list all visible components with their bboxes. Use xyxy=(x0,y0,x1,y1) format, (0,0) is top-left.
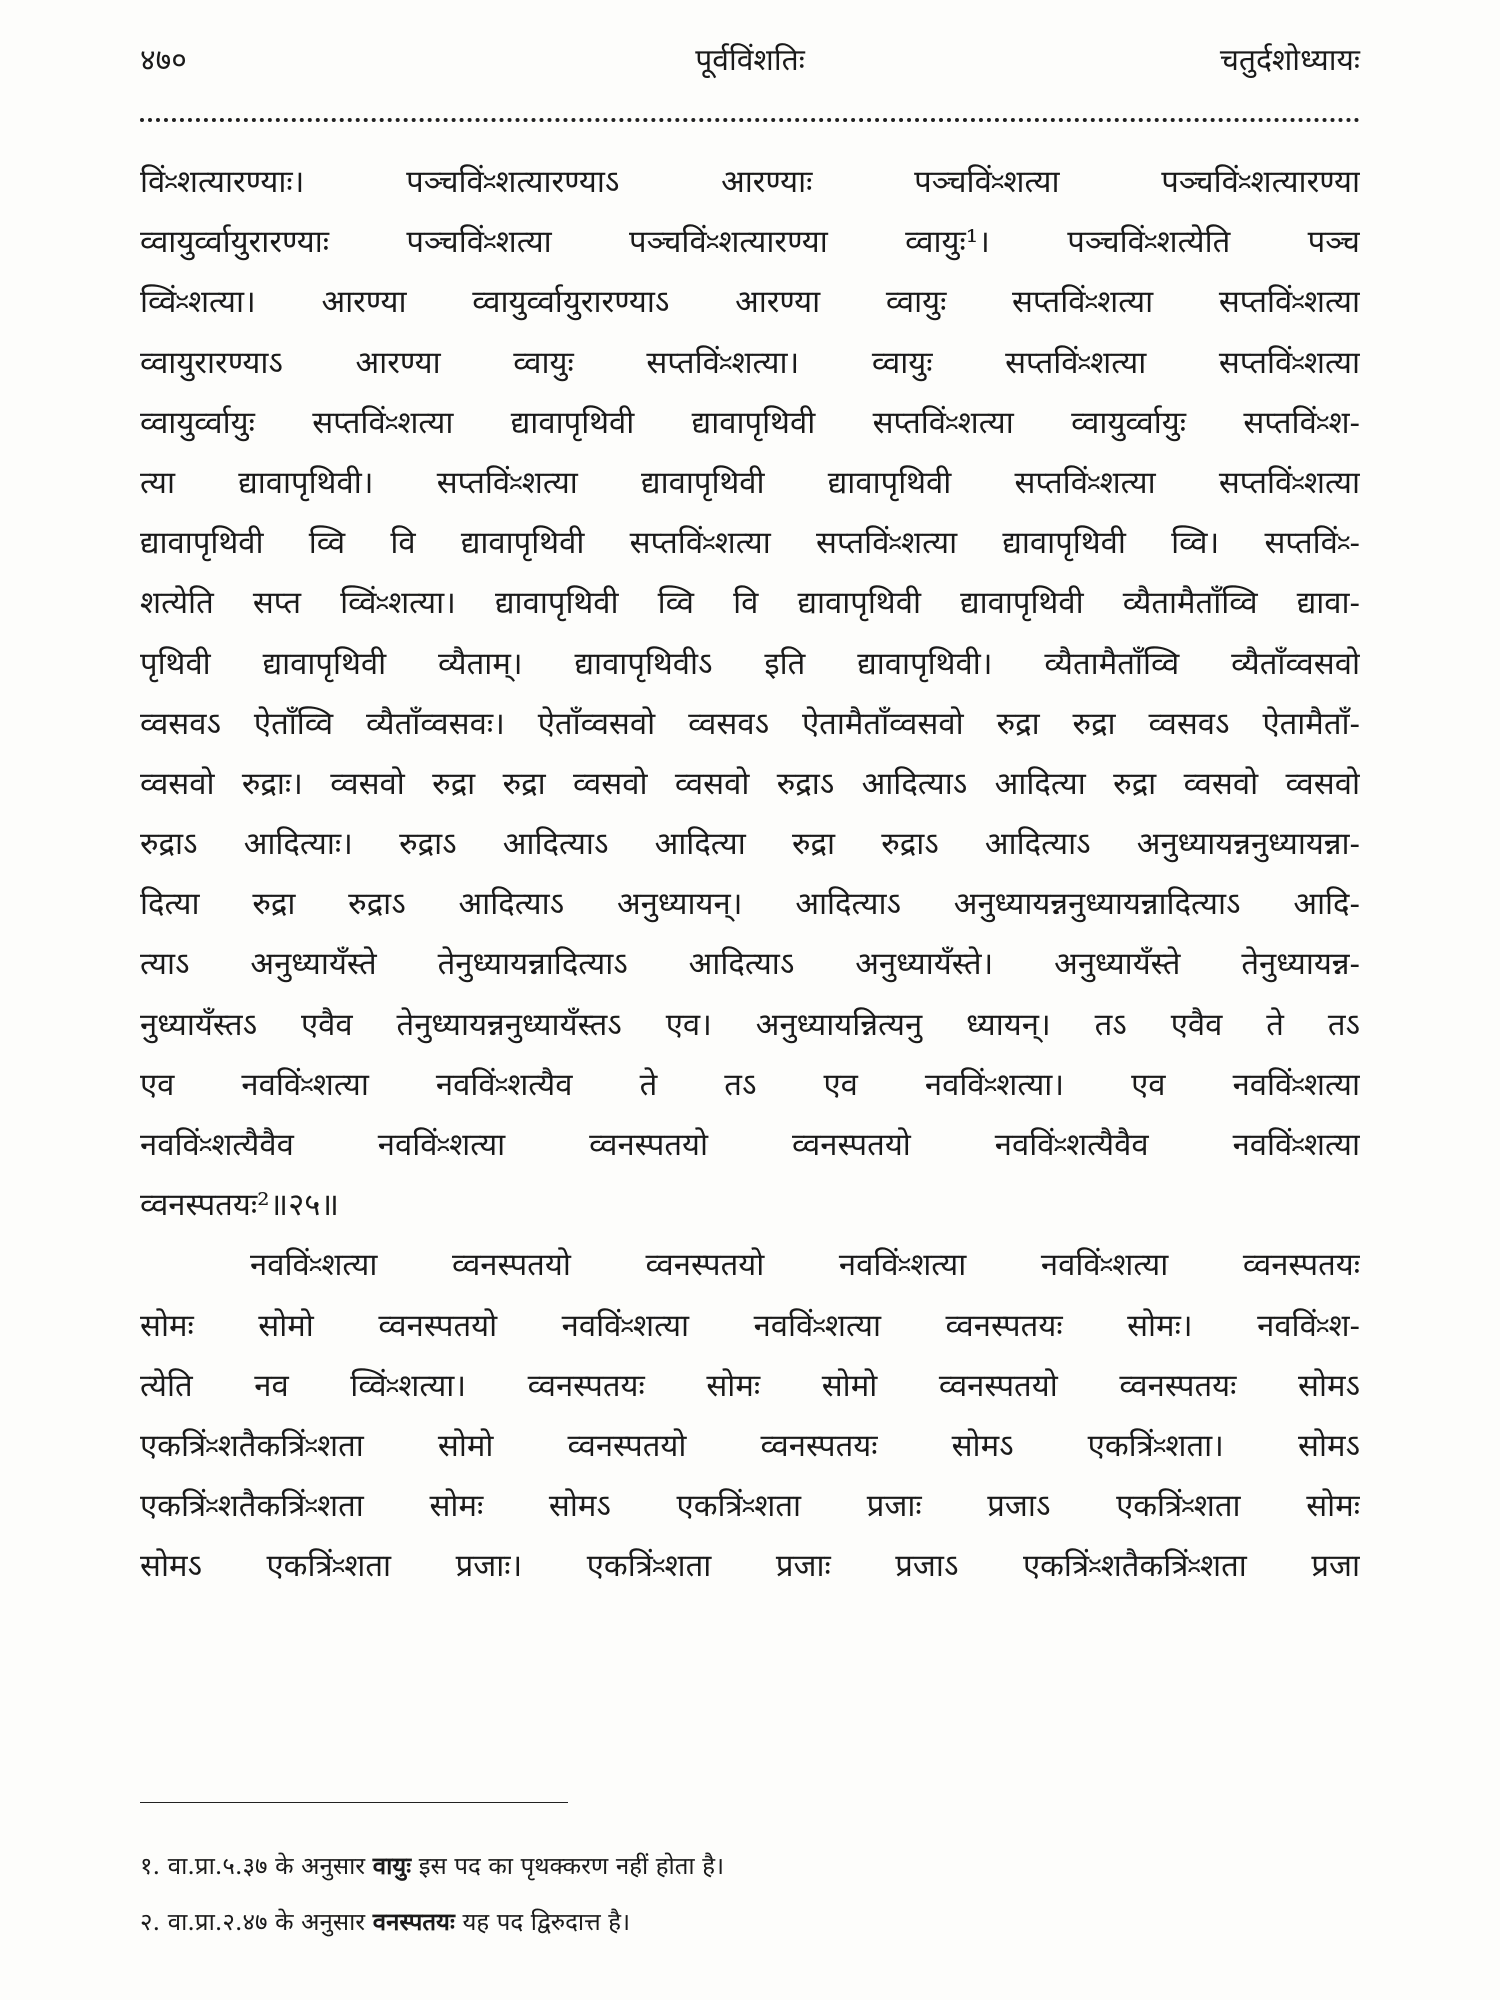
text-line: त्याऽ अनुध्यायँस्ते तेनुध्यायन्नादित्याऽ आदित्याऽ अनुध्यायँस्ते। अनुध्यायँस्ते तेनुध्यायन्न- xyxy=(140,946,1360,983)
body-text xyxy=(140,152,1360,1597)
text-line: व्वनस्पतयः²॥२५॥ xyxy=(140,1187,339,1224)
chapter-title: चतुर्दशोध्यायः xyxy=(1219,43,1360,78)
text-line: विंᳲशत्यारण्याः। पञ्चविंᳲशत्यारण्याऽ आरण्याः पञ्चविंᳲशत्या पञ्चविंᳲशत्यारण्या xyxy=(140,164,1360,200)
footnote-prefix: २. वा.प्रा.२.४७ के अनुसार xyxy=(140,1908,373,1936)
footnote-1 xyxy=(140,1838,1360,1894)
text-line: व्वसवो रुद्राः। व्वसवो रुद्रा रुद्रा व्वसवो व्वसवो रुद्राऽ आदित्याऽ आदित्या रुद्रा व्वसवो व्वसवो xyxy=(140,765,1360,802)
text-line: त्येति नव व्विंᳲशत्या। व्वनस्पतयः सोमः सोमो व्वनस्पतयो व्वनस्पतयः सोमऽ xyxy=(140,1367,1360,1404)
text-line: एकत्रिंᳲशतैकत्रिंᳲशता सोमः सोमऽ एकत्रिंᳲशता प्रजाः प्रजाऽ एकत्रिंᳲशता सोमः xyxy=(140,1488,1360,1525)
text-line: शत्येति सप्त व्विंᳲशत्या। द्यावापृथिवी व्वि वि द्यावापृथिवी द्यावापृथिवी व्यैतामैताँव्वि द्यावा- xyxy=(140,585,1360,622)
text-line: एकत्रिंᳲशतैकत्रिंᳲशता सोमो व्वनस्पतयो व्वनस्पतयः सोमऽ एकत्रिंᳲशता। सोमऽ xyxy=(140,1427,1360,1464)
text-line: दित्या रुद्रा रुद्राऽ आदित्याऽ अनुध्यायन्। आदित्याऽ अनुध्यायन्ननुध्यायन्नादित्याऽ आदि- xyxy=(140,886,1360,923)
paragraph-first-line: नवविंᳲशत्या व्वनस्पतयो व्वनस्पतयो नवविंᳲशत्या नवविंᳲशत्या व्वनस्पतयः xyxy=(250,1247,1360,1284)
running-title: पूर्वविंशतिः xyxy=(695,43,805,78)
text-line: द्यावापृथिवी व्वि वि द्यावापृथिवी सप्तविंᳲशत्या सप्तविंᳲशत्या द्यावापृथिवी व्वि। सप्तविंᳲ- xyxy=(140,525,1360,562)
text-line: व्विंᳲशत्या। आरण्या व्वायुर्व्वायुरारण्याऽ आरण्या व्वायुः सप्तविंᳲशत्या सप्तविंᳲशत्या xyxy=(140,284,1360,321)
text-line: पृथिवी द्यावापृथिवी व्यैताम्। द्यावापृथिवीऽ इति द्यावापृथिवी। व्यैतामैताँव्वि व्यैताँव्वसवो xyxy=(140,645,1360,682)
footnote-term: वायुः xyxy=(372,1851,412,1880)
text-line: व्वायुरारण्याऽ आरण्या व्वायुः सप्तविंᳲशत्या। व्वायुः सप्तविंᳲशत्या सप्तविंᳲशत्या xyxy=(140,344,1360,381)
footnote-rule xyxy=(140,1802,568,1803)
text-line: त्या द्यावापृथिवी। सप्तविंᳲशत्या द्यावापृथिवी द्यावापृथिवी सप्तविंᳲशत्या सप्तविंᳲशत्या xyxy=(140,464,1360,501)
text-line: एव नवविंᳲशत्या नवविंᳲशत्यैव ते तऽ एव नवविंᳲशत्या। एव नवविंᳲशत्या xyxy=(140,1066,1360,1103)
text-line: व्वसवऽ ऐताँव्वि व्यैताँव्वसवः। ऐताँव्वसवो व्वसवऽ ऐतामैताँव्वसवो रुद्रा रुद्रा व्वसवऽ ऐतामैताँ- xyxy=(140,705,1360,742)
page-number: ४७० xyxy=(140,43,187,78)
text-line: व्वायुर्व्वायुरारण्याः पञ्चविंᳲशत्या पञ्चविंᳲशत्यारण्या व्वायुः¹। पञ्चविंᳲशत्येति पञ्च xyxy=(140,224,1360,261)
text-line: नवविंᳲशत्यैवैव नवविंᳲशत्या व्वनस्पतयो व्वनस्पतयो नवविंᳲशत्यैवैव नवविंᳲशत्या xyxy=(140,1127,1360,1163)
text-line: रुद्राऽ आदित्याः। रुद्राऽ आदित्याऽ आदित्या रुद्रा रुद्राऽ आदित्याऽ अनुध्यायन्ननुध्यायन्ना- xyxy=(140,826,1360,863)
footnotes xyxy=(140,1838,1360,1950)
text-line: सोमः सोमो व्वनस्पतयो नवविंᳲशत्या नवविंᳲशत्या व्वनस्पतयः सोमः। नवविंᳲश- xyxy=(140,1307,1360,1344)
header-dotted-rule xyxy=(140,118,1360,122)
footnote-suffix: इस पद का पृथक्करण नहीं होता है। xyxy=(411,1852,725,1880)
footnote-term: वनस्पतयः xyxy=(372,1907,455,1936)
text-line: नुध्यायँस्तऽ एवैव तेनुध्यायन्ननुध्यायँस्तऽ एव। अनुध्यायन्नित्यनु ध्यायन्। तऽ एवैव ते तऽ xyxy=(140,1006,1360,1043)
footnote-prefix: १. वा.प्रा.५.३७ के अनुसार xyxy=(140,1852,373,1880)
text-line: व्वायुर्व्वायुः सप्तविंᳲशत्या द्यावापृथिवी द्यावापृथिवी सप्तविंᳲशत्या व्वायुर्व्वायुः सप्तविंᳲश- xyxy=(140,404,1360,441)
running-head xyxy=(140,38,1360,78)
text-line: सोमऽ एकत्रिंᳲशता प्रजाः। एकत्रिंᳲशता प्रजाः प्रजाऽ एकत्रिंᳲशतैकत्रिंᳲशता प्रजा xyxy=(140,1548,1360,1585)
footnote-suffix: यह पद द्विरुदात्त है। xyxy=(454,1908,631,1936)
footnote-2 xyxy=(140,1894,1360,1950)
